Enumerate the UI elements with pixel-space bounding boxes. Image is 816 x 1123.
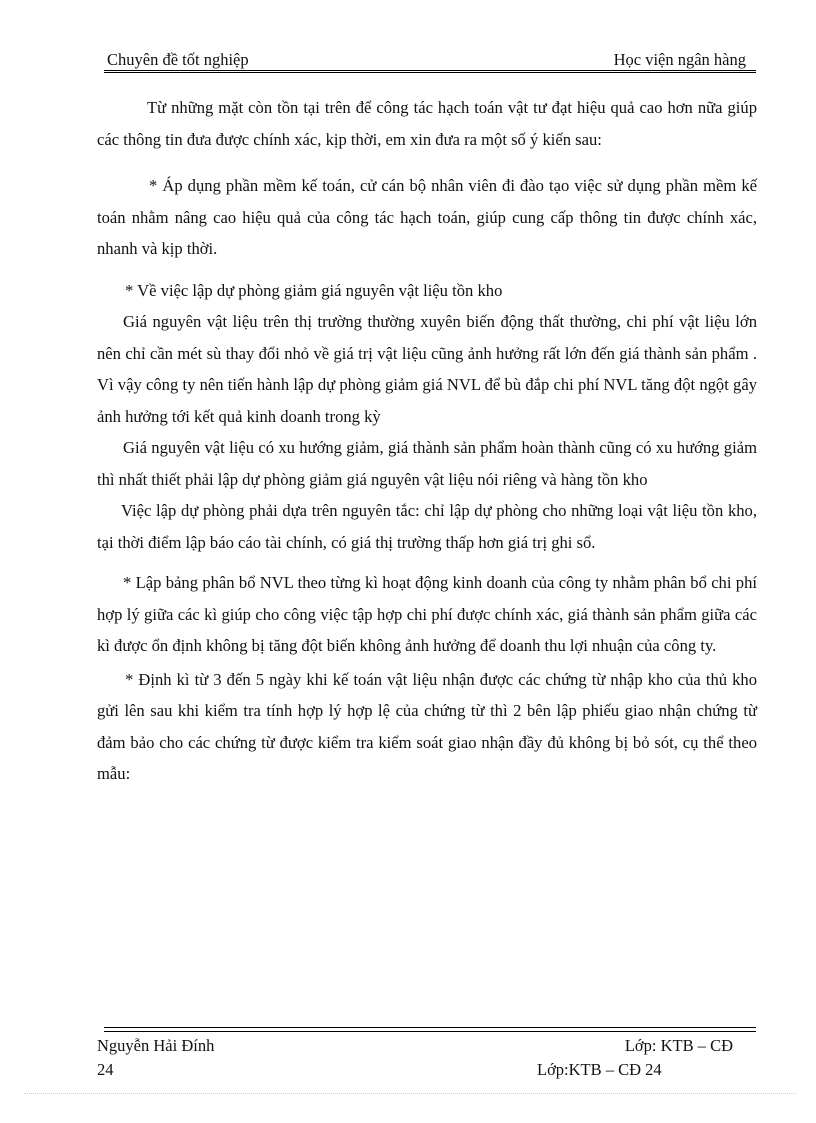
paragraph-price-volatility: Giá nguyên vật liệu trên thị trường thường xuyên biến động thất thường, chi phí vật liệu lớn nên chỉ cần mét sù thay đổi nhỏ về giá trị vật liệu cũng ảnh hưởng rất lớn đến giá thành sản phẩm . Vì vậy công ty nên tiến hành lập dự phòng giảm giá NVL để bù đắp chi phí NVL tăng đột ngột gây ảnh hưởng tới kết quả kinh doanh trong kỳ bbox=[97, 312, 757, 426]
paragraph-software: * Áp dụng phần mềm kế toán, cử cán bộ nhân viên đi đào tạo việc sử dụng phần mềm kế toán nhằm nâng cao hiệu quả của công tác hạch toán, giúp cung cấp thông tin được chính xác, nhanh và kịp thời. bbox=[97, 176, 757, 258]
paragraph-price-decrease: Giá nguyên vật liệu có xu hướng giảm, giá thành sản phẩm hoàn thành cũng có xu hướng giảm thì nhất thiết phải lập dự phòng giảm giá nguyên vật liệu nói riêng và hàng tồn kho bbox=[97, 438, 757, 489]
paragraph-provision-heading: * Về việc lập dự phòng giảm giá nguyên vật liệu tồn kho bbox=[125, 280, 503, 300]
header-thesis-title: Chuyên đề tốt nghiệp bbox=[107, 50, 249, 69]
footer-author: Nguyễn Hải Đính bbox=[97, 1036, 215, 1055]
footer-rule-bottom bbox=[104, 1031, 756, 1032]
footer-page-number: 24 bbox=[97, 1060, 114, 1079]
header-institution: Học viện ngân hàng bbox=[613, 50, 746, 69]
paragraph-intro: Từ những mặt còn tồn tại trên để công tác hạch toán vật tư đạt hiệu quả cao hơn nữa giúp các thông tin đưa được chính xác, kịp thời, em xin đưa ra một số ý kiến sau: bbox=[97, 98, 757, 149]
header-rule bbox=[104, 70, 756, 73]
paragraph-periodic-handover: * Định kì từ 3 đến 5 ngày khi kế toán vật liệu nhận được các chứng từ nhập kho của thủ kho gửi lên sau khi kiểm tra tính hợp lý hợp lệ của chứng từ thì 2 bên lập phiếu giao nhận chứng từ đảm bảo cho các chứng từ được kiểm tra kiểm soát giao nhận đầy đủ không bị bỏ sót, cụ thể theo mẫu: bbox=[97, 669, 757, 783]
footer-class-page: Lớp:KTB – CĐ 24 bbox=[537, 1060, 662, 1079]
footer-rule-top bbox=[104, 1027, 756, 1028]
footer-class: Lớp: KTB – CĐ bbox=[624, 1036, 733, 1055]
page-bottom-divider bbox=[24, 1093, 796, 1094]
paragraph-provision-principle: Việc lập dự phòng phải dựa trên nguyên tắc: chỉ lập dự phòng cho những loại vật liệu tồn kho, tại thời điểm lập báo cáo tài chính, có giá thị trường thấp hơn giá trị ghi sổ. bbox=[97, 501, 757, 552]
paragraph-allocation-table: * Lập bảng phân bổ NVL theo từng kì hoạt động kinh doanh của công ty nhằm phân bổ chi phí hợp lý giữa các kì giúp cho công việc tập hợp chi phí được chính xác, giá thành sản phẩm giữa các kì được ổn định không bị tăng đột biến không ảnh hưởng để doanh thu lợi nhuận của công ty. bbox=[97, 573, 757, 655]
document-body bbox=[97, 92, 757, 790]
